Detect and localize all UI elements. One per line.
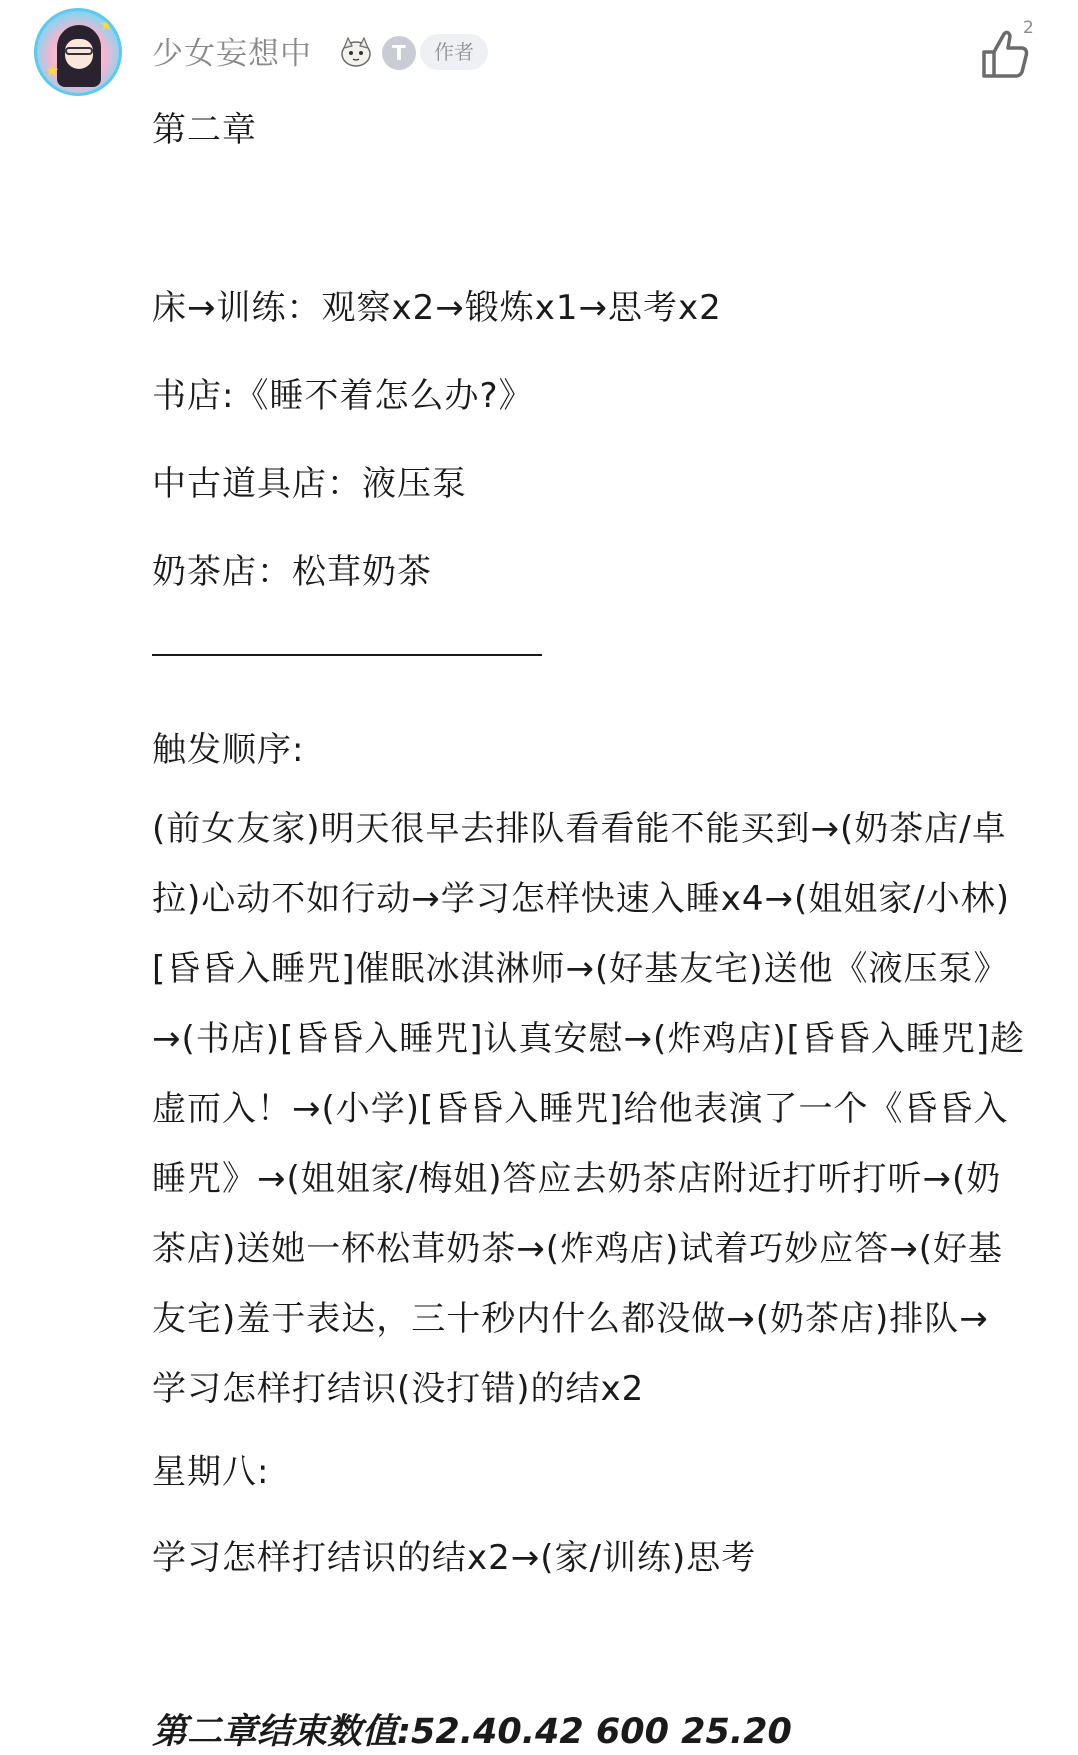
bookstore-line: 书店:《睡不着怎么办?》 [152,376,534,416]
chapter-title: 第二章 [152,110,257,150]
trigger-line: [昏昏入睡咒]催眠冰淇淋师→(好基友宅)送他《液压泵》 [152,949,1009,989]
final-values: 第二章结束数值:52.40.42 600 25.20 [152,1712,792,1752]
author-badge: 作者 [420,34,488,70]
like-count: 2 [1023,18,1034,38]
mascot-badge-icon [338,34,374,68]
trigger-heading: 触发顺序: [152,730,305,770]
star-icon: ★ [45,61,60,80]
avatar[interactable] [34,8,122,96]
username[interactable]: 少女妄想中 [152,36,312,72]
trigger-line: 友宅)羞于表达，三十秒内什么都没做→(奶茶店)排队→ [152,1299,989,1339]
avatar-glasses [65,47,93,55]
milktea-line: 奶茶店：松茸奶茶 [152,552,432,592]
saturday-heading: 星期八: [152,1452,270,1492]
level-badge-icon: T [382,36,416,70]
trigger-line: 拉)心动不如行动→学习怎样快速入睡x4→(姐姐家/小林) [152,879,1010,919]
trigger-line: 睡咒》→(姐姐家/梅姐)答应去奶茶店附近打听打听→(奶 [152,1159,1002,1199]
trigger-line: 学习怎样打结识(没打错)的结x2 [152,1369,645,1409]
star-icon: ★ [99,15,114,34]
trigger-line: 茶店)送她一杯松茸奶茶→(炸鸡店)试着巧妙应答→(好基 [152,1229,1004,1269]
trigger-paragraph [152,794,1025,1424]
post-header [0,0,1078,100]
trigger-line: 虚而入！→(小学)[昏昏入睡咒]给他表演了一个《昏昏入 [152,1089,1009,1129]
divider-line [152,654,542,656]
trigger-line: →(书店)[昏昏入睡咒]认真安慰→(炸鸡店)[昏昏入睡咒]趁 [152,1019,1026,1059]
trigger-line: (前女友家)明天很早去排队看看能不能买到→(奶茶店/卓 [152,809,1007,849]
saturday-line: 学习怎样打结识的结x2→(家/训练)思考 [152,1538,757,1578]
secondhand-shop-line: 中古道具店：液压泵 [152,464,467,504]
route-line: 床→训练：观察x2→锻炼x1→思考x2 [152,288,722,328]
